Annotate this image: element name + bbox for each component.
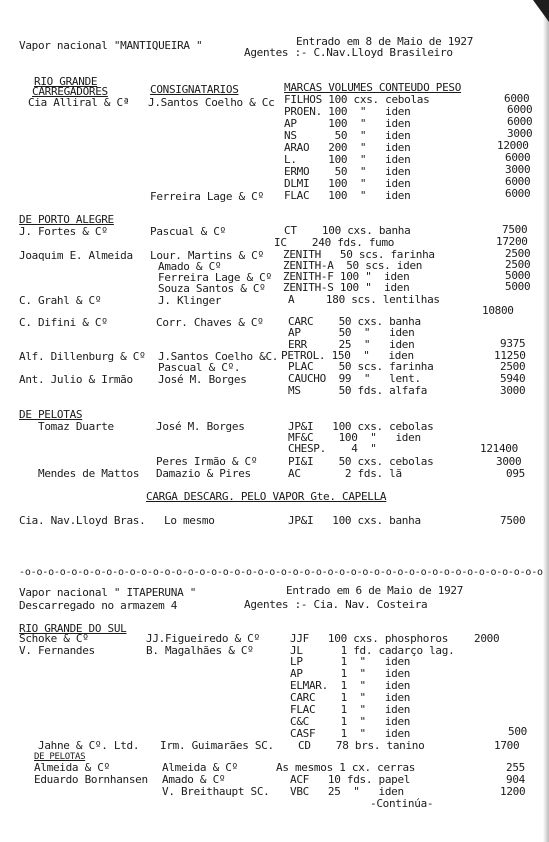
marks-cell: NS 50 " iden bbox=[284, 129, 411, 142]
weight-cell: 5000 bbox=[505, 269, 531, 282]
marks-cell: ELMAR. 1 " iden bbox=[290, 679, 411, 692]
agents-line: Agentes :- Cia. Nav. Costeira bbox=[244, 598, 428, 611]
weight-cell: 095 bbox=[506, 467, 525, 480]
shipper-cell: Ant. Julio & Irmão bbox=[19, 373, 133, 386]
arrival-date: Entrado em 8 de Maio de 1927 bbox=[296, 35, 474, 48]
consignee-cell: Pascual & Cº bbox=[150, 225, 226, 238]
marks-cell: FLAC 100 " iden bbox=[284, 189, 411, 202]
marks-cell: IC 240 fds. fumo bbox=[274, 236, 395, 249]
weight-cell: 3000 bbox=[496, 455, 522, 468]
marks-cell: ACF 10 fds. papel bbox=[290, 773, 411, 786]
weight-cell: 11250 bbox=[494, 349, 526, 362]
consignee-cell: Damazio & Pires bbox=[156, 467, 251, 480]
marks-cell: AP 1 " iden bbox=[290, 667, 411, 680]
weight-cell: 3000 bbox=[500, 384, 526, 397]
page-divider: -o-o-o-o-o-o-o-o-o-o-o-o-o-o-o-o-o-o-o-o-o-o-o-o-o-o-o-o-o-o-o-o-o-o-o-o-o-o-o-o-o-o-o-o-o bbox=[19, 567, 543, 578]
shipper-cell: Schoke & Cº bbox=[19, 632, 89, 645]
consignee-cell: Ferreira Lage & Cº bbox=[158, 271, 272, 284]
torn-corner bbox=[533, 0, 549, 22]
section-porto-alegre: DE PORTO ALEGRE bbox=[19, 213, 114, 226]
marks-cell: MS 50 fds. alfafa bbox=[288, 384, 428, 397]
consignee-cell: Pascual & Cº. bbox=[158, 361, 241, 374]
col-header-marks: MARCAS VOLUMES CONTEUDO PESO bbox=[284, 81, 462, 94]
marks-cell: AP 100 " iden bbox=[284, 117, 411, 130]
marks-cell: PETROL. 150 " iden bbox=[281, 349, 414, 362]
marks-cell: FILHOS 100 cxs. cebolas bbox=[284, 93, 430, 106]
weight-cell: 5000 bbox=[505, 280, 531, 293]
marks-cell: ZENITH-F 100 " iden bbox=[283, 270, 410, 283]
shipper-cell: Mendes de Mattos bbox=[38, 467, 140, 480]
shipper-cell: J. Fortes & Cº bbox=[19, 225, 108, 238]
weight-cell: 6000 bbox=[504, 92, 530, 105]
marks-cell: As mesmos 1 cx. cerras bbox=[276, 761, 416, 774]
consignee-cell: Peres Irmão & Cº bbox=[156, 455, 258, 468]
consignee-cell: J.Santos Coelho & Cc bbox=[148, 96, 275, 109]
consignee-cell: Amado & Cº bbox=[162, 773, 226, 786]
consignee-cell: Almeida & Cº bbox=[162, 761, 238, 774]
marks-cell: CARC 50 cxs. banha bbox=[288, 315, 421, 328]
section-pelotas-2: DE PELOTAS bbox=[34, 752, 86, 762]
shipper-cell: Jahne & Cº. Ltd. bbox=[38, 739, 140, 752]
agents-line: Agentes :- C.Nav.Lloyd Brasileiro bbox=[244, 46, 453, 59]
weight-cell: 1200 bbox=[500, 785, 526, 798]
consignee-cell: José M. Borges bbox=[156, 420, 245, 433]
weight-cell: 2000 bbox=[474, 632, 500, 645]
consignee-cell: JJ.Figueiredo & Cº bbox=[146, 632, 260, 645]
marks-cell: C&C 1 " iden bbox=[290, 715, 411, 728]
consignee-cell: Irm. Guimarães SC. bbox=[160, 739, 274, 752]
loading-title: CARGA DESCARG. PELO VAPOR Gte. CAPELLA bbox=[146, 490, 387, 503]
consignee-cell: José M. Borges bbox=[158, 373, 247, 386]
weight-cell: 6000 bbox=[505, 187, 531, 200]
consignee-cell: J. Klinger bbox=[158, 294, 222, 307]
marks-cell: MF&C 100 " iden bbox=[288, 431, 421, 444]
marks-cell: CAUCHO 99 " lent. bbox=[288, 372, 421, 385]
weight-cell: 2500 bbox=[505, 247, 531, 260]
weight-cell: 2500 bbox=[505, 258, 531, 271]
shipper-cell: Alf. Dillenburg & Cº bbox=[19, 350, 146, 363]
marks-cell: ARAO 200 " iden bbox=[284, 141, 411, 154]
marks-cell: ZENITH 50 scs. farinha bbox=[283, 248, 435, 261]
weight-cell: 9375 bbox=[500, 337, 526, 350]
marks-cell: ERMO 50 " iden bbox=[284, 165, 411, 178]
weight-cell: 500 bbox=[508, 725, 527, 738]
consignee-cell: Corr. Chaves & Cº bbox=[156, 316, 264, 329]
marks-cell: AP 50 " iden bbox=[288, 326, 415, 339]
weight-cell: 17200 bbox=[496, 235, 528, 248]
consignee-cell: V. Breithaupt SC. bbox=[162, 785, 270, 798]
marks-cell: A 180 scs. lentilhas bbox=[288, 293, 440, 306]
marks-cell: CASF 1 " iden bbox=[290, 727, 411, 740]
section-pelotas: DE PELOTAS bbox=[19, 408, 83, 421]
weight-cell: 6000 bbox=[505, 151, 531, 164]
consignee-cell: Lo mesmo bbox=[164, 514, 215, 527]
col-header-shipper: CARREGADORES bbox=[32, 85, 108, 98]
vessel-name: Vapor nacional " ITAPERUNA " bbox=[19, 586, 197, 599]
weight-cell: 121400 bbox=[480, 442, 518, 455]
shipper-cell: Tomaz Duarte bbox=[38, 420, 114, 433]
weight-cell: 6000 bbox=[507, 115, 533, 128]
marks-cell: PROEN. 100 " iden bbox=[284, 105, 411, 118]
marks-cell: DLMI 100 " iden bbox=[284, 177, 411, 190]
marks-cell: VBC 25 " iden bbox=[290, 785, 404, 798]
marks-cell: JP&I 100 cxs. banha bbox=[288, 514, 421, 527]
section-rio-grande-do-sul: RIO GRANDE DO SUL bbox=[19, 622, 127, 635]
weight-cell: 7500 bbox=[502, 223, 528, 236]
marks-cell: JJF 100 cxs. phosphoros bbox=[290, 632, 449, 645]
weight-cell: 3000 bbox=[507, 127, 533, 140]
weight-cell: 5940 bbox=[500, 372, 526, 385]
marks-cell: JL 1 fd. cadarço lag. bbox=[290, 644, 455, 657]
marks-cell: AC 2 fds. lã bbox=[288, 467, 402, 480]
col-header-origin: RIO GRANDE bbox=[34, 75, 98, 88]
marks-cell: PLAC 50 scs. farinha bbox=[288, 360, 434, 373]
weight-cell: 255 bbox=[506, 761, 525, 774]
shipper-cell: Almeida & Cº bbox=[34, 761, 110, 774]
page-edge-shadow bbox=[543, 0, 549, 842]
marks-cell: L. 100 " iden bbox=[284, 153, 411, 166]
consignee-cell: Ferreira Lage & Cº bbox=[150, 190, 264, 203]
marks-cell: ERR 25 " iden bbox=[288, 338, 415, 351]
marks-cell: ZENITH-S 100 " iden bbox=[283, 281, 410, 294]
shipper-cell: Cia Alliral & Cª bbox=[28, 96, 130, 109]
arrival-date: Entrado em 6 de Maio de 1927 bbox=[286, 584, 464, 597]
shipper-cell: C. Grahl & Cº bbox=[19, 294, 102, 307]
marks-cell: LP 1 " iden bbox=[290, 655, 411, 668]
marks-cell: FLAC 1 " iden bbox=[290, 703, 411, 716]
consignee-cell: B. Magalhães & Cº bbox=[146, 644, 254, 657]
consignee-cell: J.Santos Coelho &C. bbox=[158, 350, 279, 363]
vessel-name: Vapor nacional "MANTIQUEIRA " bbox=[19, 39, 203, 52]
weight-cell: 6000 bbox=[507, 103, 533, 116]
shipper-cell: V. Fernandes bbox=[19, 644, 95, 657]
shipper-cell: Joaquim E. Almeida bbox=[19, 249, 133, 262]
marks-cell: CT 100 cxs. banha bbox=[284, 224, 411, 237]
col-header-consignee: CONSIGNATARIOS bbox=[150, 83, 239, 96]
weight-cell: 7500 bbox=[500, 514, 526, 527]
shipper-cell: Eduardo Bornhansen bbox=[34, 773, 148, 786]
marks-cell: PI&I 50 cxs. cebolas bbox=[288, 455, 434, 468]
weight-cell: 1700 bbox=[494, 739, 520, 752]
weight-cell: 3000 bbox=[505, 163, 531, 176]
marks-cell: CD 78 brs. tanino bbox=[298, 739, 425, 752]
marks-cell: ZENITH-A 50 scs. iden bbox=[283, 259, 423, 272]
shipper-cell: C. Difini & Cº bbox=[19, 316, 108, 329]
weight-cell: 904 bbox=[506, 773, 525, 786]
marks-cell: JP&I 100 cxs. cebolas bbox=[288, 420, 434, 433]
weight-cell: 12000 bbox=[497, 139, 529, 152]
marks-cell: CHESP. 4 " bbox=[288, 442, 377, 455]
marks-cell: CARC 1 " iden bbox=[290, 691, 411, 704]
consignee-cell: Amado & Cº bbox=[158, 260, 222, 273]
weight-cell: 6000 bbox=[505, 175, 531, 188]
weight-cell: 2500 bbox=[500, 360, 526, 373]
storage-note: Descarregado no armazem 4 bbox=[19, 599, 178, 612]
shipper-cell: Cia. Nav.Lloyd Bras. bbox=[19, 514, 146, 527]
continues-note: -Continúa- bbox=[370, 797, 434, 810]
consignee-cell: Lour. Martins & Cº bbox=[150, 249, 264, 262]
weight-cell: 10800 bbox=[482, 304, 514, 317]
consignee-cell: Souza Santos & Cº bbox=[158, 282, 266, 295]
